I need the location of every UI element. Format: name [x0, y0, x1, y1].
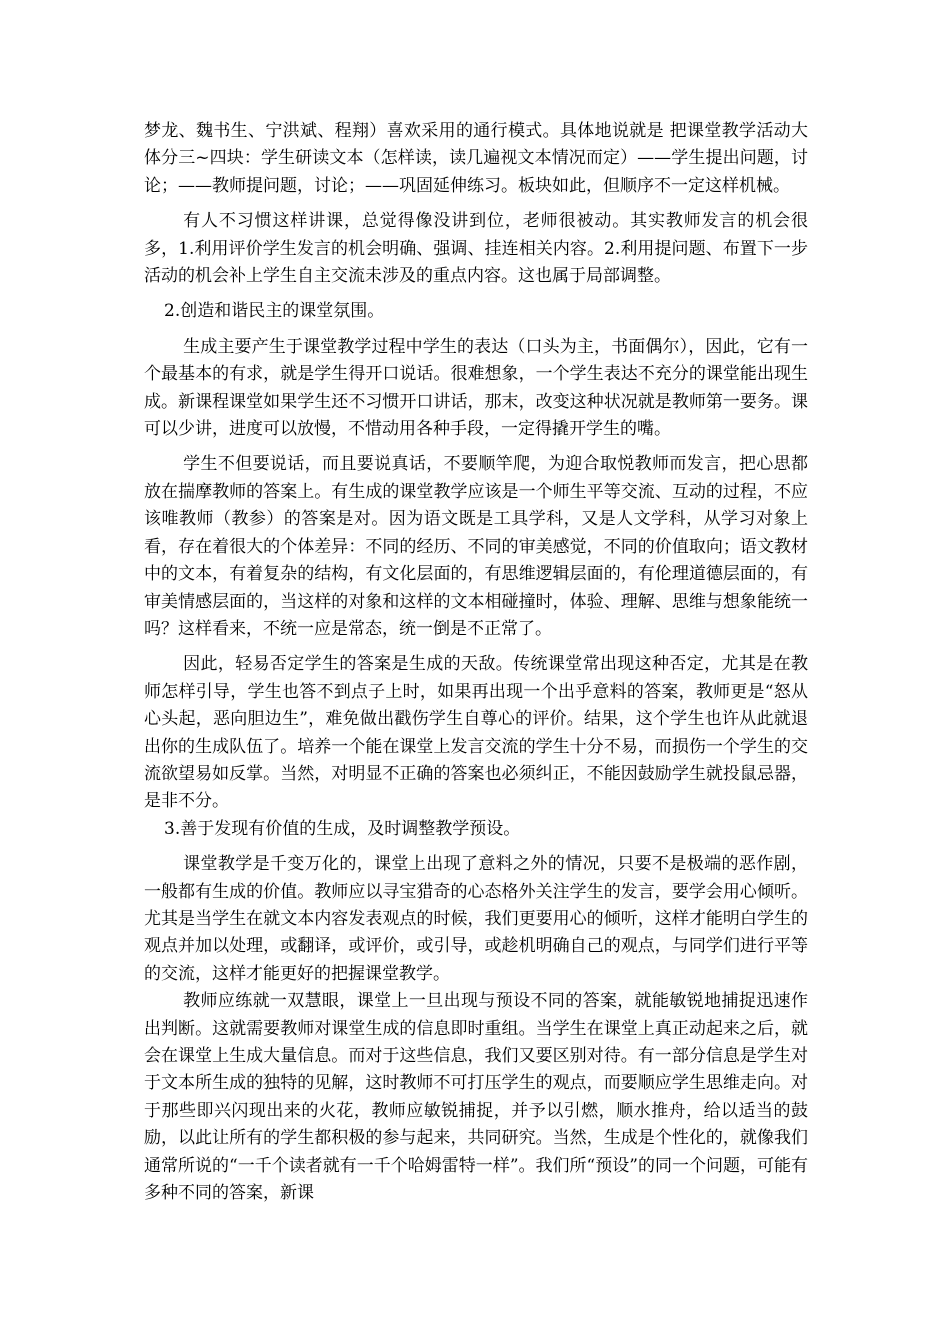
paragraph-student-expression: 生成主要产生于课堂教学过程中学生的表达（口头为主，书面偶尔），因此，它有一个最基本的有求，就是学生得开口说话。很难想象，一个学生表达不充分的课堂能出现生成。新课程课堂如果学生还不习惯开口讲话，那末，改变这种状况就是教师第一要务。课可以少讲，进度可以放慢，不惜动用各种手段，一定得撬开学生的嘴。: [144, 336, 808, 440]
document-page: [144, 118, 808, 1207]
paragraph-speak-truth: 学生不但要说话，而且要说真话，不要顺竿爬，为迎合取悦教师而发言，把心思都放在揣摩教师的答案上。有生成的课堂教学应该是一个师生平等交流、互动的过程，不应该唯教师（教参）的答案是对。因为语文既是工具学科，又是人文学科，从学习对象上看，存在着很大的个体差异：不同的经历、不同的审美感觉，不同的价值取向；语文教材中的文本，有着复杂的结构，有文化层面的，有思维逻辑层面的，有伦理道德层面的，有审美情感层面的，当这样的对象和这样的文本相碰撞时，体验、理解、思维与想象能统一吗？这样看来，不统一应是常态，统一倒是不正常了。: [144, 454, 808, 639]
section-heading-3: 3.善于发现有价值的生成，及时调整教学预设。: [164, 818, 521, 839]
paragraph-teacher-role: 有人不习惯这样讲课，总觉得像没讲到位，老师很被动。其实教师发言的机会很多，1.利用评价学生发言的机会明确、强调、挂连相关内容。2.利用提问题、布置下一步活动的机会补上学生自主交流未涉及的重点内容。这也属于局部调整。: [144, 211, 808, 287]
paragraph-classroom-change: 课堂教学是千变万化的，课堂上出现了意料之外的情况，只要不是极端的恶作剧，一般都有生成的价值。教师应以寻宝猎奇的心态格外关注学生的发言，要学会用心倾听。尤其是当学生在就文本内容发表观点的时候，我们更要用心的倾听，这样才能明白学生的观点并加以处理，或翻译，或评价，或引导，或趁机明确自己的观点，与同学们进行平等的交流，这样才能更好的把握课堂教学。: [144, 854, 808, 984]
paragraph-keen-eye: 教师应练就一双慧眼，课堂上一旦出现与预设不同的答案，就能敏锐地捕捉迅速作出判断。这就需要教师对课堂生成的信息即时重组。当学生在课堂上真正动起来之后，就会在课堂上生成大量信息。而对于这些信息，我们又要区别对待。有一部分信息是学生对于文本所生成的独特的见解，这时教师不可打压学生的观点，而要顺应学生思维走向。对于那些即兴闪现出来的火花，教师应敏锐捕捉，并予以引燃，顺水推舟，给以适当的鼓励，以此让所有的学生都积极的参与起来，共同研究。当然，生成是个性化的，就像我们通常所说的“一千个读者就有一千个哈姆雷特一样”。我们所“预设”的同一个问题，可能有多种不同的答案，新课: [144, 991, 808, 1204]
section-heading-2: 2.创造和谐民主的课堂氛围。: [164, 301, 385, 322]
paragraph-teaching-model: 梦龙、魏书生、宁洪斌、程翔）喜欢采用的通行模式。具体地说就是 把课堂教学活动大体分三~四块：学生研读文本（怎样读，读几遍视文本情况而定）——学生提出问题，讨论；——教师提问题，讨论；——巩固延伸练习。板块如此，但顺序不一定这样机械。: [144, 121, 808, 196]
paragraph-avoid-negation: 因此，轻易否定学生的答案是生成的天敌。传统课堂常出现这种否定，尤其是在教师怎样引导，学生也答不到点子上时，如果再出现一个出乎意料的答案，教师更是“怒从心头起，恶向胆边生”，难免做出戳伤学生自尊心的评价。结果，这个学生也许从此就退出你的生成队伍了。培养一个能在课堂上发言交流的学生十分不易，而损伤一个学生的交流欲望易如反掌。当然，对明显不正确的答案也必须纠正，不能因鼓励学生就投鼠忌器， 是非不分。: [144, 654, 808, 812]
